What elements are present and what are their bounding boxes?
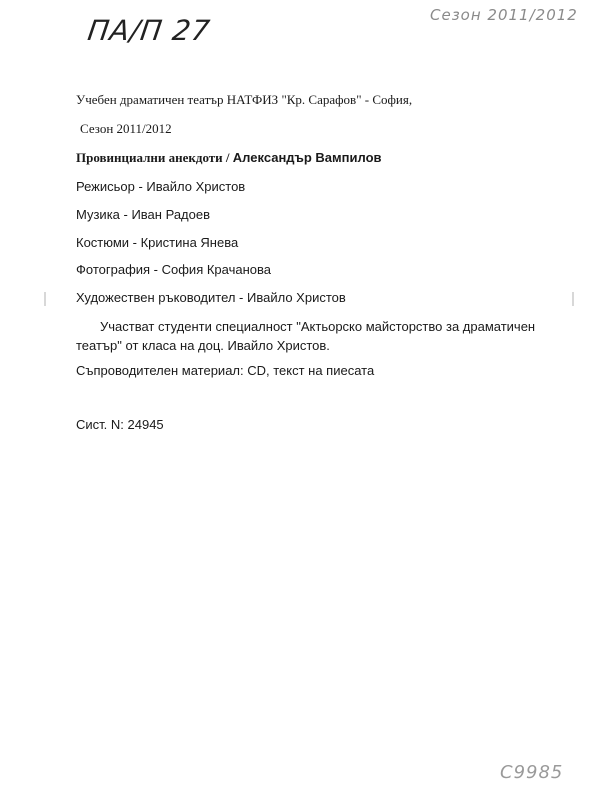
handwritten-code: ПА/П 27 [85,14,213,47]
participants-paragraph: Участват студенти специалност "Актьорско майсторство за драматичен театър" от класа на доц. Ивайло Христов. [76,319,536,353]
play-title [76,150,382,166]
costumes-line: Костюми - Кристина Янева [76,235,239,250]
theatre-line: Учебен драматичен театър НАТФИЗ "Кр. Сарафов" - София, [76,92,413,107]
photography-line: Фотография - София Крачанова [76,262,271,277]
music-line: Музика - Иван Радоев [76,207,210,222]
accompanying-material-line: Съпроводителен материал: CD, текст на пиесата [76,363,375,378]
scan-mark-right [572,292,574,306]
scan-mark-left [44,292,46,306]
handwritten-season-note: Сезон 2011/2012 [430,6,578,24]
director-line: Режисьор - Ивайло Христов [76,179,246,194]
art-director-line: Художествен ръководител - Ивайло Христов [76,290,346,305]
system-number-line: Сист. N: 24945 [76,417,164,432]
season-line: Сезон 2011/2012 [80,121,172,136]
play-title-name: Провинциални анекдоти / [76,150,233,165]
play-title-author: Александър Вампилов [232,150,382,165]
handwritten-inventory-number: С9985 [500,762,564,783]
